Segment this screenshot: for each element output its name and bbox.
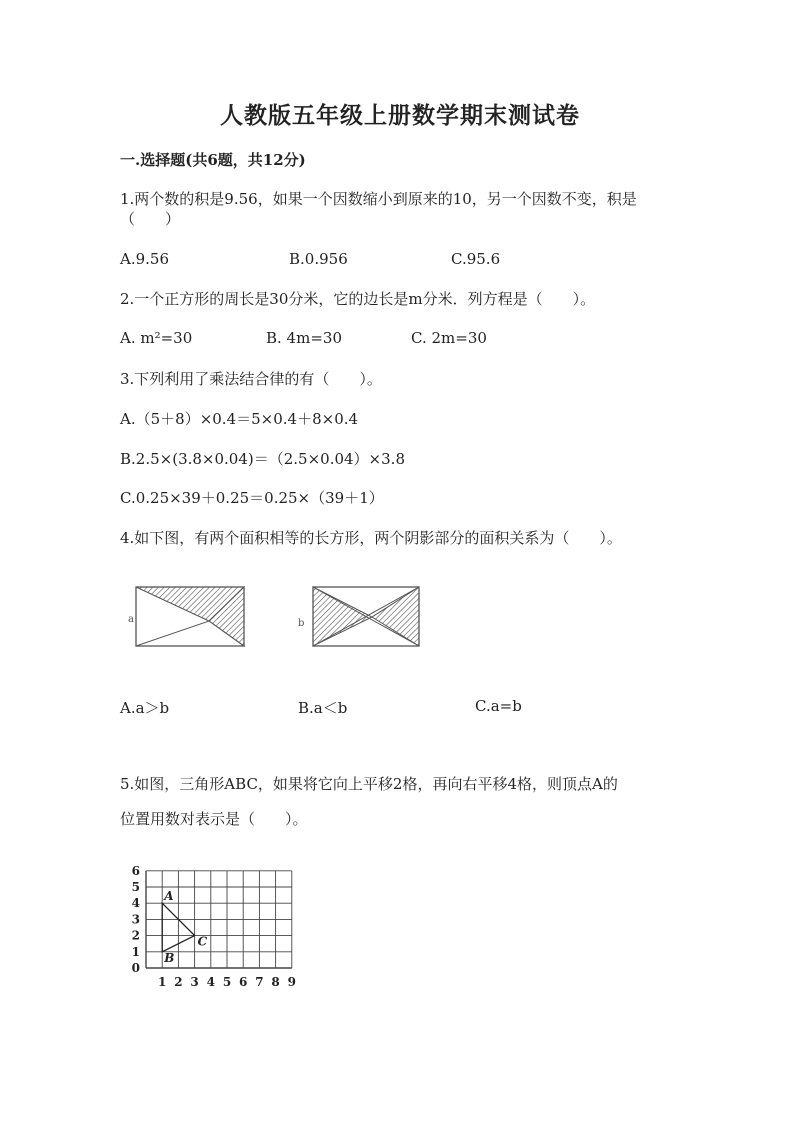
question-3-option-c: C.0.25×39＋0.25＝0.25×（39＋1） <box>120 489 384 507</box>
section-heading: 一.选择题(共6题，共12分) <box>120 151 306 169</box>
x-tick-label: 8 <box>271 975 280 989</box>
x-tick-label: 9 <box>287 975 296 989</box>
question-3-option-a: A.（5＋8）×0.4＝5×0.4＋8×0.4 <box>120 410 359 428</box>
question-2-option-a: A. m²=30 <box>120 329 193 347</box>
y-tick-label: 4 <box>131 896 140 911</box>
x-tick-label: 3 <box>190 975 199 989</box>
vertex-label-c: C <box>197 934 208 949</box>
question-4-option-c: C.a=b <box>475 697 522 715</box>
y-tick-label: 6 <box>131 863 140 878</box>
rectangle-a <box>136 587 244 646</box>
question-4-option-a: A.a＞b <box>120 699 170 717</box>
figure-label-b: b <box>298 618 305 629</box>
x-tick-label: 2 <box>174 975 183 989</box>
question-1-option-a: A.9.56 <box>120 250 169 268</box>
vertex-label-a: A <box>164 889 174 904</box>
x-tick-label: 7 <box>255 975 264 989</box>
y-tick-label: 0 <box>131 961 140 975</box>
question-3-line-1: 3.下列利用了乘法结合律的有（ ）。 <box>120 370 382 388</box>
question-3-option-b: B.2.5×(3.8×0.04)＝（2.5×0.04）×3.8 <box>120 450 405 468</box>
y-tick-label: 3 <box>131 912 140 927</box>
question-1-option-c: C.95.6 <box>451 250 501 268</box>
question-1-line-1: 1.两个数的积是9.56，如果一个因数缩小到原来的10，另一个因数不变，积是 <box>120 190 637 208</box>
question-4-line-1: 4.如下图，有两个面积相等的长方形，两个阴影部分的面积关系为（ ）。 <box>120 529 622 547</box>
question-2-option-b: B. 4m=30 <box>266 329 342 347</box>
question-2-option-c: C. 2m=30 <box>411 329 487 347</box>
question-5-line-2: 位置用数对表示是（ ）。 <box>120 810 308 828</box>
vertex-label-b: B <box>164 950 175 965</box>
figure-label-a: a <box>128 614 134 625</box>
x-tick-label: 6 <box>239 975 248 989</box>
question-1-line-2: （ ） <box>120 210 181 228</box>
page-title: 人教版五年级上册数学期末测试卷 <box>220 102 580 129</box>
x-tick-label: 4 <box>206 975 215 989</box>
coordinate-grid <box>125 860 305 992</box>
x-tick-label: 5 <box>222 975 232 989</box>
x-tick-label: 1 <box>158 975 167 989</box>
question-5-line-1: 5.如图，三角形ABC，如果将它向上平移2格，再向右平移4格，则顶点A的 <box>120 775 618 793</box>
question-4-option-b: B.a＜b <box>298 699 348 717</box>
rectangle-b <box>313 587 419 646</box>
question-1-option-b: B.0.956 <box>289 250 348 268</box>
y-tick-label: 1 <box>131 944 140 959</box>
y-tick-label: 2 <box>131 928 140 943</box>
rectangles-figure <box>120 580 430 656</box>
question-2-line-1: 2.一个正方形的周长是30分米，它的边长是m分米．列方程是（ ）。 <box>120 290 596 308</box>
y-tick-label: 5 <box>131 880 140 894</box>
